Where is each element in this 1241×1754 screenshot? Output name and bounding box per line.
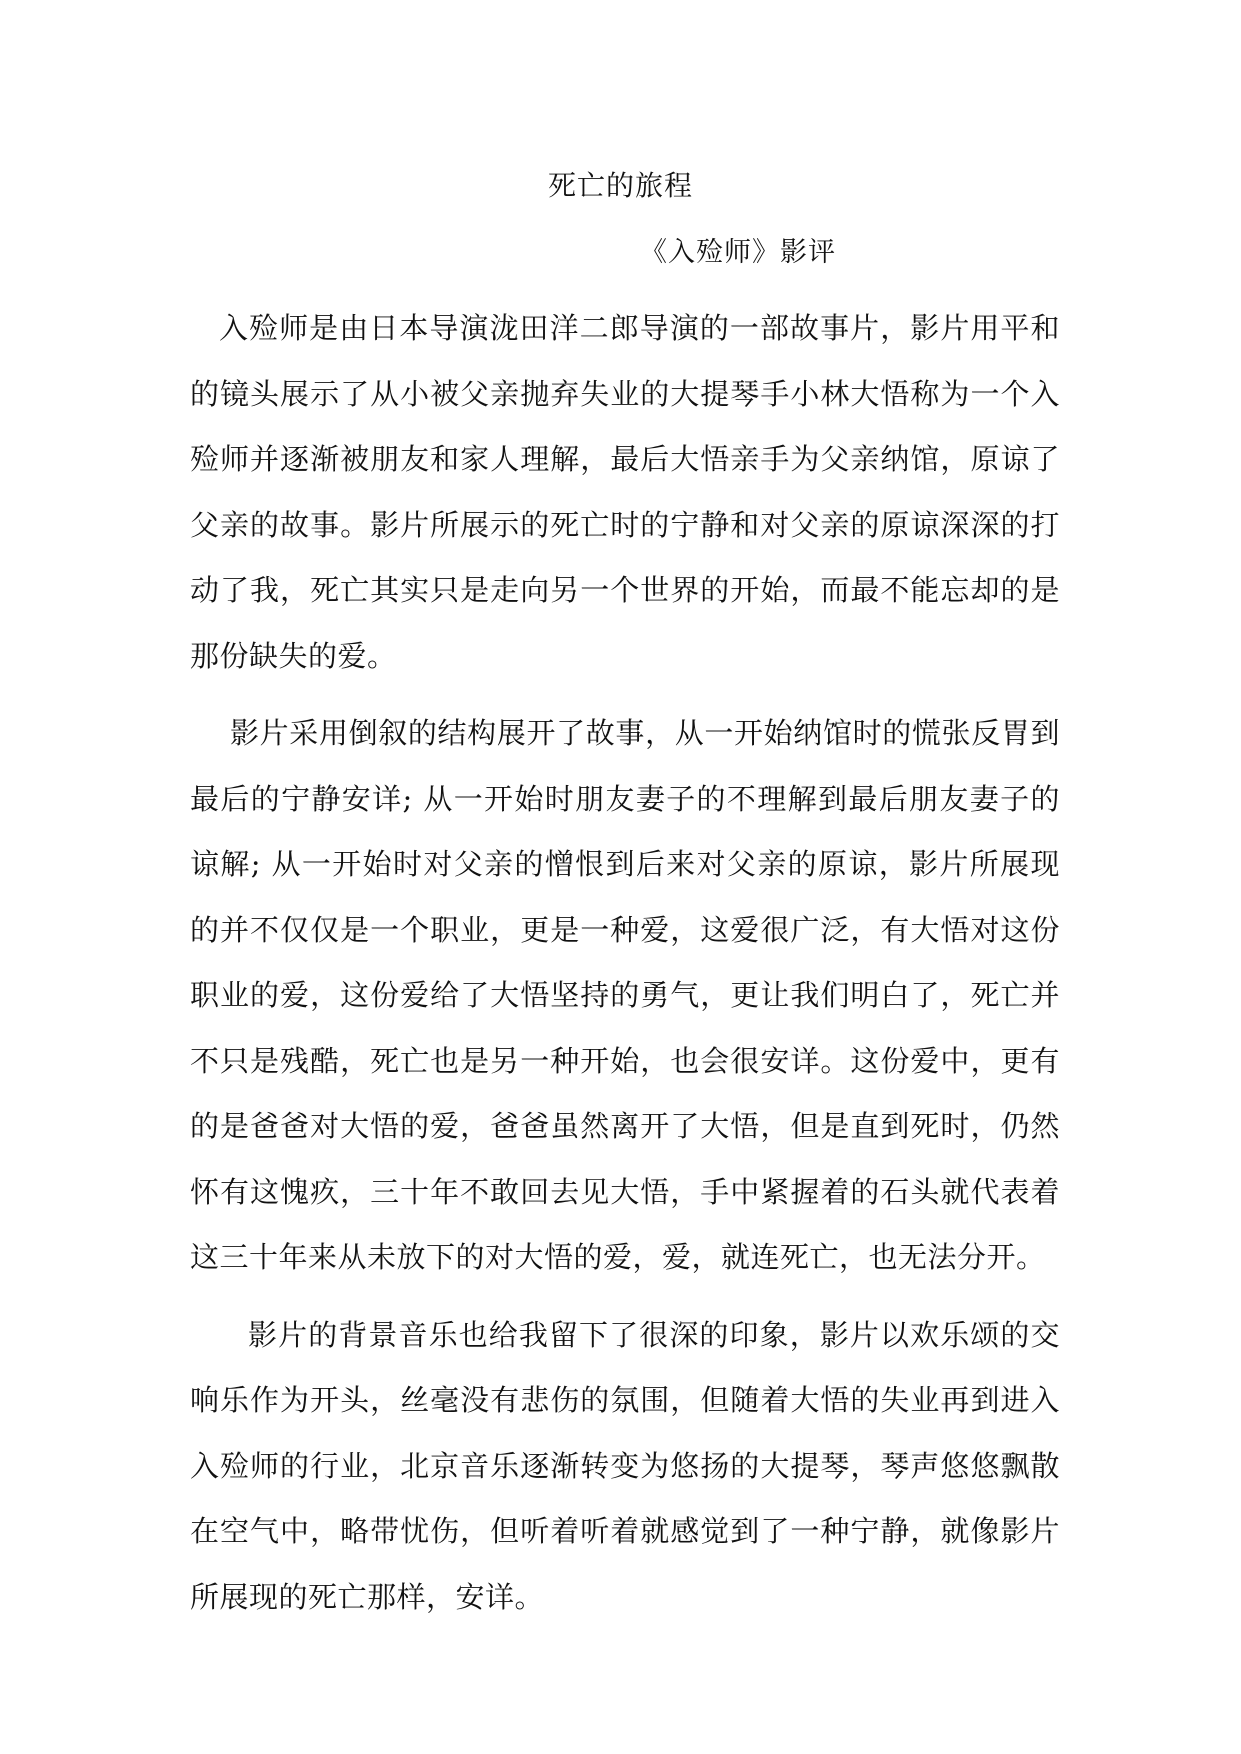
document-title: 死亡的旅程 — [547, 169, 693, 202]
document-body — [190, 296, 1060, 1630]
document-subtitle: 《入殓师》影评 — [640, 237, 836, 268]
paragraph: 影片的背景音乐也给我留下了很深的印象，影片以欢乐颂的交响乐作为开头，丝毫没有悲伤的氛围，但随着大悟的失业再到进入入殓师的行业，北京音乐逐渐转变为悠扬的大提琴，琴声悠悠飘散在空气中，略带忧伤，但听着听着就感觉到了一种宁静，就像影片所展现的死亡那样，安详。 — [190, 1317, 1060, 1614]
paragraph: 影片采用倒叙的结构展开了故事，从一开始纳馆时的慌张反胃到最后的宁静安详; 从一开始时朋友妻子的不理解到最后朋友妻子的谅解; 从一开始时对父亲的憎恨到后来对父亲的原谅，影片所展现的并不仅仅是一个职业，更是一种爱，这爱很广泛，有大悟对这份职业的爱，这份爱给了大悟坚持的勇气，更让我们明白了，死亡并不只是残酷，死亡也是另一种开始，也会很安详。这份爱中，更有的是爸爸对大悟的爱，爸爸虽然离开了大悟，但是直到死时，仍然怀有这愧疚，三十年不敢回去见大悟，手中紧握着的石头就代表着这三十年来从未放下的对大悟的爱，爱，就连死亡，也无法分开。 — [190, 716, 1060, 1274]
paragraph: 入殓师是由日本导演泷田洋二郎导演的一部故事片，影片用平和的镜头展示了从小被父亲抛弃失业的大提琴手小林大悟称为一个入殓师并逐渐被朋友和家人理解，最后大悟亲手为父亲纳馆，原谅了父亲的故事。影片所展示的死亡时的宁静和对父亲的原谅深深的打动了我，死亡其实只是走向另一个世界的开始，而最不能忘却的是那份缺失的爱。 — [190, 311, 1060, 673]
